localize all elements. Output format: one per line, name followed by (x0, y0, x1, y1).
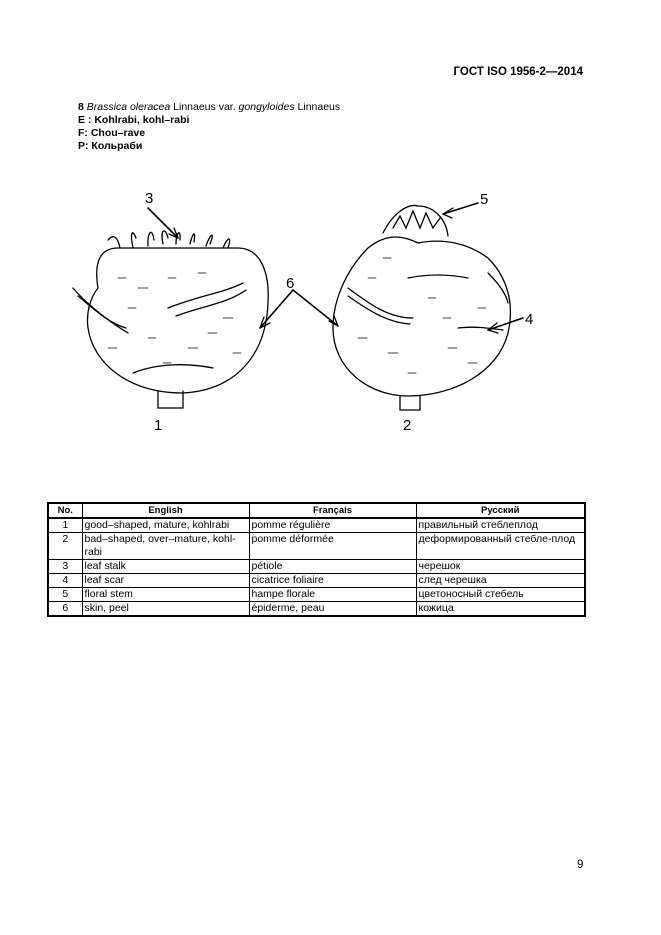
figure-label-1: 1 (154, 417, 163, 434)
french-term: pétiole (249, 560, 416, 574)
row-number: 4 (48, 574, 82, 588)
russian-term: черешок (416, 560, 585, 574)
figure-label-6: 6 (286, 275, 295, 292)
french-name: Chou–rave (90, 127, 146, 139)
table-row (48, 518, 585, 533)
russian-name: Кольраби (91, 140, 143, 152)
english-label: E : (78, 114, 92, 126)
french-term: cicatrice foliaire (249, 574, 416, 588)
russian-term: правильный стеблеплод (416, 518, 585, 533)
species-latin-line (78, 101, 340, 114)
russian-label: P: (78, 140, 89, 152)
species-block (78, 101, 340, 153)
french-term: hampe florale (249, 588, 416, 602)
table-row (48, 560, 585, 574)
russian-term: цветоносный стебель (416, 588, 585, 602)
kohlrabi-bad-drawing (333, 203, 523, 410)
species-french-line (78, 127, 340, 140)
english-term: bad–shaped, over–mature, kohl-rabi (82, 533, 249, 560)
english-term: leaf stalk (82, 560, 249, 574)
russian-term: след черешка (416, 574, 585, 588)
header-no: No. (48, 503, 82, 518)
species-genus: Brassica oleracea (86, 101, 171, 113)
french-term: épiderme, peau (249, 602, 416, 617)
row-number: 5 (48, 588, 82, 602)
page-number: 9 (577, 859, 584, 871)
table-row (48, 602, 585, 617)
russian-term: деформированный стебле-плод (416, 533, 585, 560)
russian-term: кожица (416, 602, 585, 617)
french-term: pomme régulière (249, 518, 416, 533)
english-name: Kohlrabi, kohl–rabi (94, 114, 190, 126)
species-russian-line (78, 140, 340, 153)
kohlrabi-good-drawing (73, 208, 268, 408)
french-term: pomme déformée (249, 533, 416, 560)
standard-header: ГОСТ ISO 1956-2—2014 (453, 66, 583, 78)
table-row (48, 533, 585, 560)
english-term: skin, peel (82, 602, 249, 617)
figure-label-2: 2 (403, 417, 412, 434)
header-russian: Русский (416, 503, 585, 518)
english-term: floral stem (82, 588, 249, 602)
species-english-line (78, 114, 340, 127)
species-variety: gongyloides (238, 101, 295, 113)
header-french: Français (249, 503, 416, 518)
table-row (48, 574, 585, 588)
english-term: leaf scar (82, 574, 249, 588)
kohlrabi-illustration (48, 178, 608, 443)
row-number: 2 (48, 533, 82, 560)
figure-label-3: 3 (145, 190, 154, 207)
row-number: 3 (48, 560, 82, 574)
species-number: 8 (78, 101, 84, 113)
species-authority-1: Linnaeus var. (173, 101, 236, 113)
figure-label-4: 4 (525, 311, 534, 328)
figure-label-5: 5 (480, 191, 489, 208)
header-english: English (82, 503, 249, 518)
row-number: 6 (48, 602, 82, 617)
table-header-row (48, 503, 585, 518)
terms-table (47, 502, 586, 617)
french-label: F: (78, 127, 88, 139)
english-term: good–shaped, mature, kohlrabi (82, 518, 249, 533)
row-number: 1 (48, 518, 82, 533)
table-row (48, 588, 585, 602)
species-authority-2: Linnaeus (297, 101, 341, 113)
